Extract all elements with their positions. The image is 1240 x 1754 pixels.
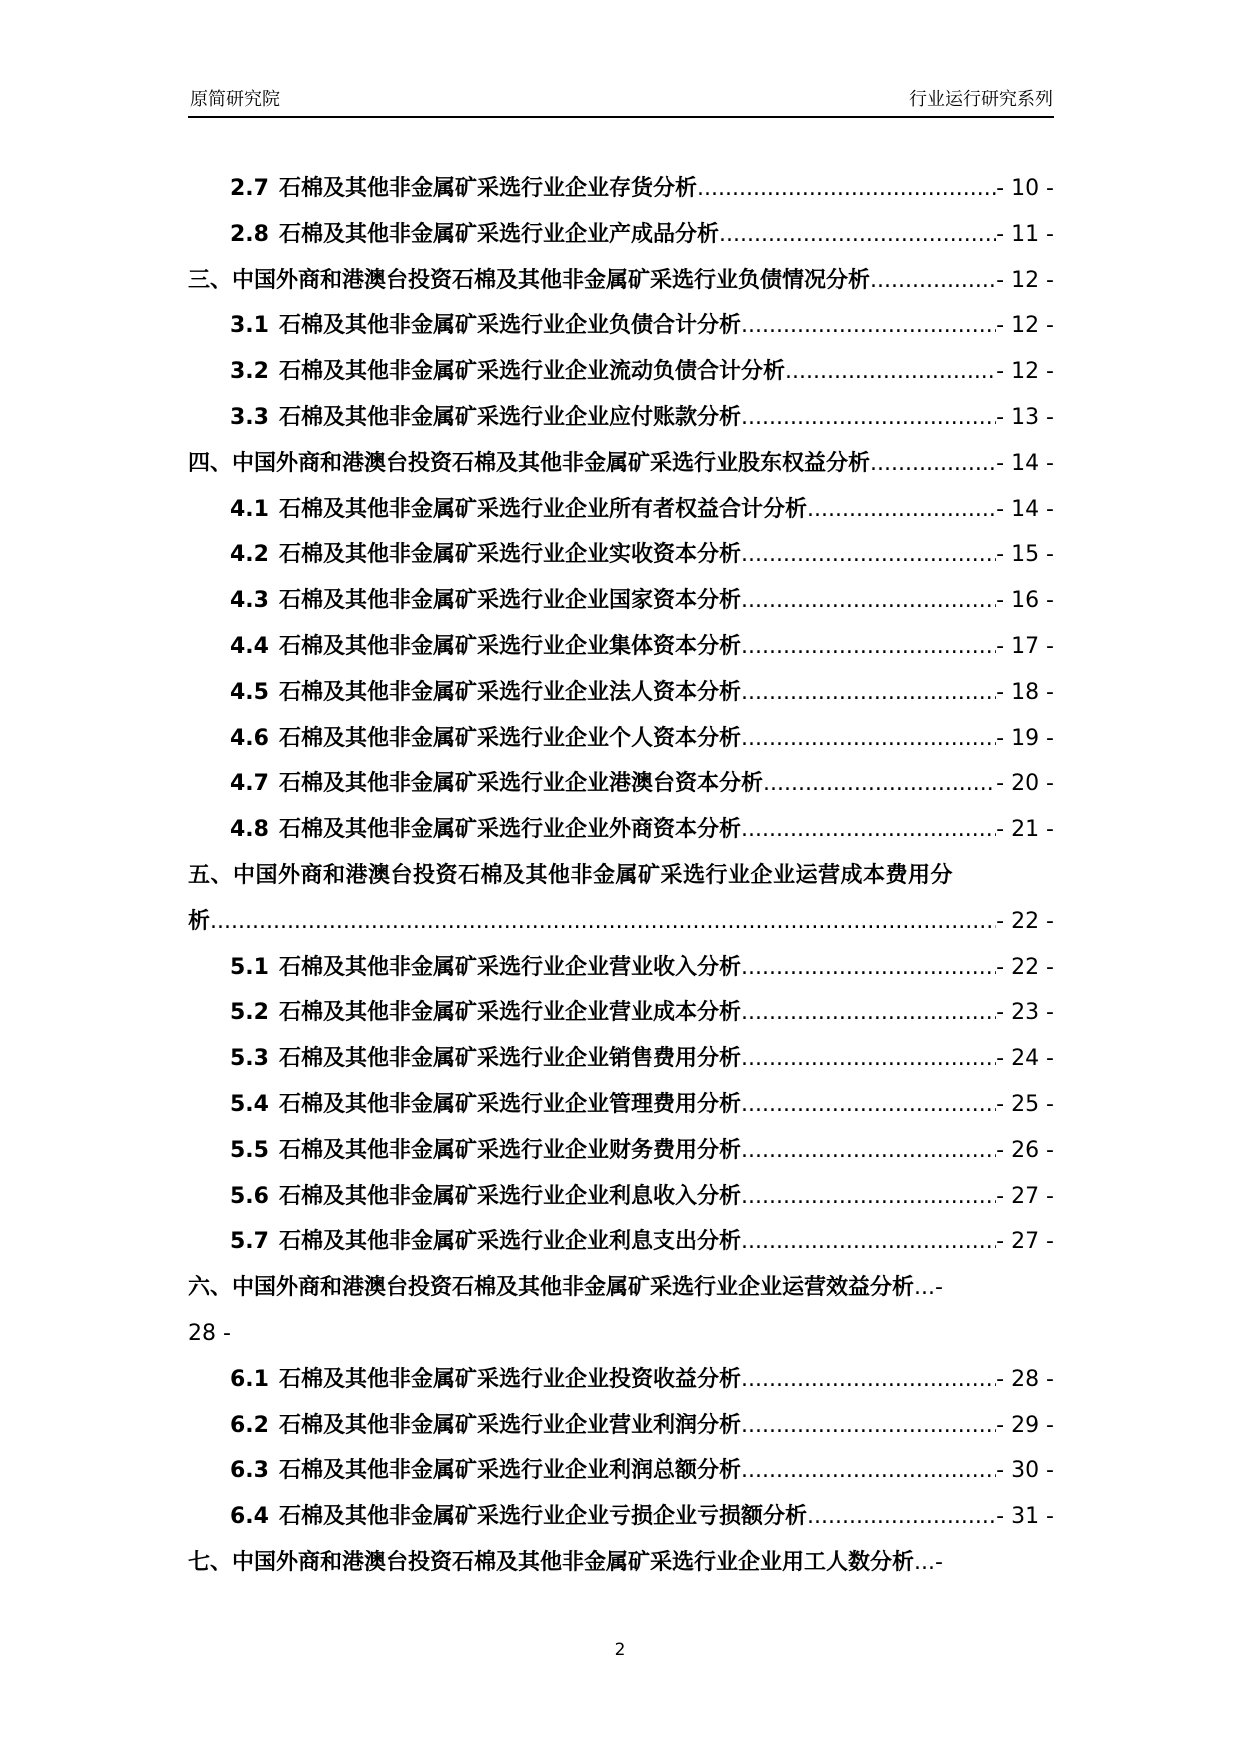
toc-section-title-continued: 析	[188, 908, 211, 934]
toc-leader-dots	[741, 303, 996, 349]
toc-entry-page: - 10 -	[996, 176, 1054, 201]
toc-section-title: 六、中国外商和港澳台投资石棉及其他非金属矿采选行业企业运营效益分析	[188, 1275, 915, 1301]
toc-entry-page: - 21 -	[996, 817, 1054, 843]
toc-entry-title: 石棉及其他非金属矿采选行业企业利润总额分析	[278, 1458, 741, 1484]
toc-entry-page: - 27 -	[996, 1229, 1054, 1255]
toc-section-title: 五、中国外商和港澳台投资石棉及其他非金属矿采选行业企业运营成本费用分	[188, 862, 954, 888]
toc-entry-page: - 25 -	[996, 1091, 1054, 1117]
toc-entry-2-7[interactable]	[188, 166, 1054, 212]
toc-entry-page: - 26 -	[996, 1137, 1054, 1163]
header-series-name: 行业运行研究系列	[909, 89, 1053, 110]
toc-entry-number: 3.1	[230, 313, 269, 339]
toc-leader-dots	[210, 899, 996, 945]
toc-entry-page: - 12 -	[996, 359, 1054, 385]
toc-entry-number: 2.7	[230, 176, 269, 201]
toc-section-3[interactable]	[188, 258, 1054, 304]
toc-entry-page: - 17 -	[996, 633, 1054, 659]
toc-entry-number: 5.5	[230, 1137, 269, 1163]
toc-entry-number: 6.3	[230, 1458, 269, 1484]
toc-entry-title: 石棉及其他非金属矿采选行业企业亏损企业亏损额分析	[278, 1504, 807, 1530]
toc-leader-dots	[741, 990, 996, 1036]
toc-entry-5-6[interactable]	[188, 1174, 1054, 1220]
toc-entry-number: 3.3	[230, 404, 269, 430]
toc-leader-dots	[741, 624, 996, 670]
toc-leader-dots	[741, 670, 996, 716]
toc-entry-number: 4.2	[230, 542, 269, 568]
toc-entry-3-3[interactable]	[188, 395, 1054, 441]
toc-entry-title: 石棉及其他非金属矿采选行业企业外商资本分析	[278, 817, 741, 843]
toc-entry-number: 5.2	[230, 1000, 269, 1026]
toc-leader-dots	[697, 166, 996, 212]
toc-leader-dots	[741, 945, 996, 991]
toc-section-6[interactable]	[188, 1265, 1054, 1311]
toc-entry-number: 4.1	[230, 496, 269, 522]
toc-entry-number: 4.5	[230, 679, 269, 705]
toc-entry-6-4[interactable]	[188, 1494, 1054, 1540]
toc-entry-title: 石棉及其他非金属矿采选行业企业财务费用分析	[278, 1137, 741, 1163]
toc-entry-5-2[interactable]	[188, 990, 1054, 1036]
toc-entry-page: - 31 -	[996, 1504, 1054, 1530]
toc-leader-dots	[741, 1036, 996, 1082]
toc-entry-page: - 16 -	[996, 588, 1054, 614]
toc-entry-page: - 12 -	[996, 267, 1054, 293]
toc-entry-number: 6.4	[230, 1504, 269, 1530]
toc-entry-title: 石棉及其他非金属矿采选行业企业流动负债合计分析	[278, 359, 785, 385]
toc-entry-4-8[interactable]	[188, 807, 1054, 853]
toc-entry-title: 石棉及其他非金属矿采选行业企业应付账款分析	[278, 404, 741, 430]
toc-leader-dots	[741, 1082, 996, 1128]
toc-entry-page: - 29 -	[996, 1412, 1054, 1438]
toc-entry-title: 石棉及其他非金属矿采选行业企业销售费用分析	[278, 1046, 741, 1072]
toc-entry-title: 石棉及其他非金属矿采选行业企业利息收入分析	[278, 1183, 741, 1209]
toc-section-4[interactable]	[188, 441, 1054, 487]
toc-section-7[interactable]	[188, 1540, 1054, 1586]
toc-entry-number: 6.1	[230, 1366, 269, 1392]
toc-entry-page-tail: ...-	[914, 1275, 943, 1301]
toc-entry-2-8[interactable]	[188, 212, 1054, 258]
toc-entry-page: - 30 -	[996, 1458, 1054, 1484]
toc-entry-page: - 14 -	[996, 450, 1054, 476]
toc-entry-title: 石棉及其他非金属矿采选行业企业管理费用分析	[278, 1091, 741, 1117]
toc-entry-page: - 28 -	[996, 1366, 1054, 1392]
page-number: 2	[614, 1640, 626, 1660]
toc-entry-number: 6.2	[230, 1412, 269, 1438]
toc-leader-dots	[741, 1174, 996, 1220]
toc-leader-dots	[741, 578, 996, 624]
toc-section-title: 七、中国外商和港澳台投资石棉及其他非金属矿采选行业企业用工人数分析	[188, 1549, 915, 1575]
toc-leader-dots	[741, 1219, 996, 1265]
toc-entry-page: - 14 -	[996, 496, 1054, 522]
toc-entry-number: 5.1	[230, 954, 269, 980]
toc-leader-dots	[719, 212, 996, 258]
toc-leader-dots	[741, 1357, 996, 1403]
toc-entry-4-5[interactable]	[188, 670, 1054, 716]
toc-entry-number: 4.3	[230, 588, 269, 614]
toc-section-6-continued[interactable]	[188, 1311, 1054, 1357]
toc-entry-4-7[interactable]	[188, 761, 1054, 807]
toc-entry-title: 石棉及其他非金属矿采选行业企业营业收入分析	[278, 954, 741, 980]
toc-entry-number: 3.2	[230, 359, 269, 385]
toc-entry-title: 石棉及其他非金属矿采选行业企业负债合计分析	[278, 313, 741, 339]
toc-entry-number: 4.8	[230, 817, 269, 843]
toc-entry-4-2[interactable]	[188, 532, 1054, 578]
toc-leader-dots	[870, 441, 996, 487]
toc-entry-5-7[interactable]	[188, 1219, 1054, 1265]
header-org-name: 原简研究院	[190, 89, 280, 110]
toc-entry-page: - 23 -	[996, 1000, 1054, 1026]
toc-entry-6-1[interactable]	[188, 1357, 1054, 1403]
toc-entry-page: - 15 -	[996, 542, 1054, 568]
toc-entry-title: 石棉及其他非金属矿采选行业企业集体资本分析	[278, 633, 741, 659]
toc-section-5-continued[interactable]	[188, 899, 1054, 945]
toc-entry-title: 石棉及其他非金属矿采选行业企业营业利润分析	[278, 1412, 741, 1438]
toc-entry-5-4[interactable]	[188, 1082, 1054, 1128]
toc-leader-dots	[741, 532, 996, 578]
toc-section-title: 三、中国外商和港澳台投资石棉及其他非金属矿采选行业负债情况分析	[188, 267, 871, 293]
table-of-contents	[188, 166, 1054, 1586]
toc-entry-number: 4.7	[230, 771, 269, 797]
toc-entry-page: - 20 -	[996, 771, 1054, 797]
toc-entry-number: 2.8	[230, 221, 269, 247]
toc-entry-number: 4.6	[230, 725, 269, 751]
toc-leader-dots	[807, 1494, 996, 1540]
toc-leader-dots	[741, 1403, 996, 1449]
toc-section-5[interactable]	[188, 853, 1054, 899]
toc-entry-title: 石棉及其他非金属矿采选行业企业实收资本分析	[278, 542, 741, 568]
toc-leader-dots	[807, 487, 996, 533]
toc-leader-dots	[741, 1128, 996, 1174]
toc-entry-5-3[interactable]	[188, 1036, 1054, 1082]
toc-entry-6-3[interactable]	[188, 1448, 1054, 1494]
toc-leader-dots	[741, 1448, 996, 1494]
toc-entry-page: - 12 -	[996, 313, 1054, 339]
toc-entry-page: - 13 -	[996, 404, 1054, 430]
toc-entry-title: 石棉及其他非金属矿采选行业企业存货分析	[278, 176, 697, 201]
toc-entry-3-2[interactable]	[188, 349, 1054, 395]
toc-entry-title: 石棉及其他非金属矿采选行业企业营业成本分析	[278, 1000, 741, 1026]
toc-entry-5-1[interactable]	[188, 945, 1054, 991]
toc-entry-page-tail: ...-	[914, 1549, 943, 1575]
toc-entry-4-3[interactable]	[188, 578, 1054, 624]
toc-entry-3-1[interactable]	[188, 303, 1054, 349]
toc-leader-dots	[741, 807, 996, 853]
toc-entry-number: 5.7	[230, 1229, 269, 1255]
toc-entry-4-6[interactable]	[188, 716, 1054, 762]
toc-entry-title: 石棉及其他非金属矿采选行业企业产成品分析	[278, 221, 719, 247]
toc-section-title: 四、中国外商和港澳台投资石棉及其他非金属矿采选行业股东权益分析	[188, 450, 871, 476]
toc-entry-number: 4.4	[230, 633, 269, 659]
toc-entry-4-1[interactable]	[188, 487, 1054, 533]
toc-entry-page: - 11 -	[996, 221, 1054, 247]
toc-entry-title: 石棉及其他非金属矿采选行业企业投资收益分析	[278, 1366, 741, 1392]
toc-entry-title: 石棉及其他非金属矿采选行业企业所有者权益合计分析	[278, 496, 807, 522]
toc-entry-page: 28 -	[188, 1320, 231, 1346]
toc-entry-page: - 27 -	[996, 1183, 1054, 1209]
toc-leader-dots	[785, 349, 996, 395]
toc-entry-6-2[interactable]	[188, 1403, 1054, 1449]
toc-entry-title: 石棉及其他非金属矿采选行业企业国家资本分析	[278, 588, 741, 614]
toc-entry-number: 5.3	[230, 1046, 269, 1072]
toc-entry-page: - 22 -	[996, 954, 1054, 980]
toc-leader-dots	[741, 395, 996, 441]
header-divider	[188, 116, 1054, 118]
toc-entry-page: - 24 -	[996, 1046, 1054, 1072]
toc-leader-dots	[763, 761, 996, 807]
toc-entry-title: 石棉及其他非金属矿采选行业企业利息支出分析	[278, 1229, 741, 1255]
toc-leader-dots	[741, 716, 996, 762]
toc-leader-dots	[870, 258, 996, 304]
toc-entry-title: 石棉及其他非金属矿采选行业企业个人资本分析	[278, 725, 741, 751]
toc-entry-5-5[interactable]	[188, 1128, 1054, 1174]
toc-entry-title: 石棉及其他非金属矿采选行业企业港澳台资本分析	[278, 771, 763, 797]
toc-entry-4-4[interactable]	[188, 624, 1054, 670]
toc-entry-number: 5.6	[230, 1183, 269, 1209]
toc-entry-page: - 18 -	[996, 679, 1054, 705]
toc-entry-page: - 22 -	[996, 908, 1054, 934]
toc-entry-page: - 19 -	[996, 725, 1054, 751]
toc-entry-number: 5.4	[230, 1091, 269, 1117]
toc-entry-title: 石棉及其他非金属矿采选行业企业法人资本分析	[278, 679, 741, 705]
